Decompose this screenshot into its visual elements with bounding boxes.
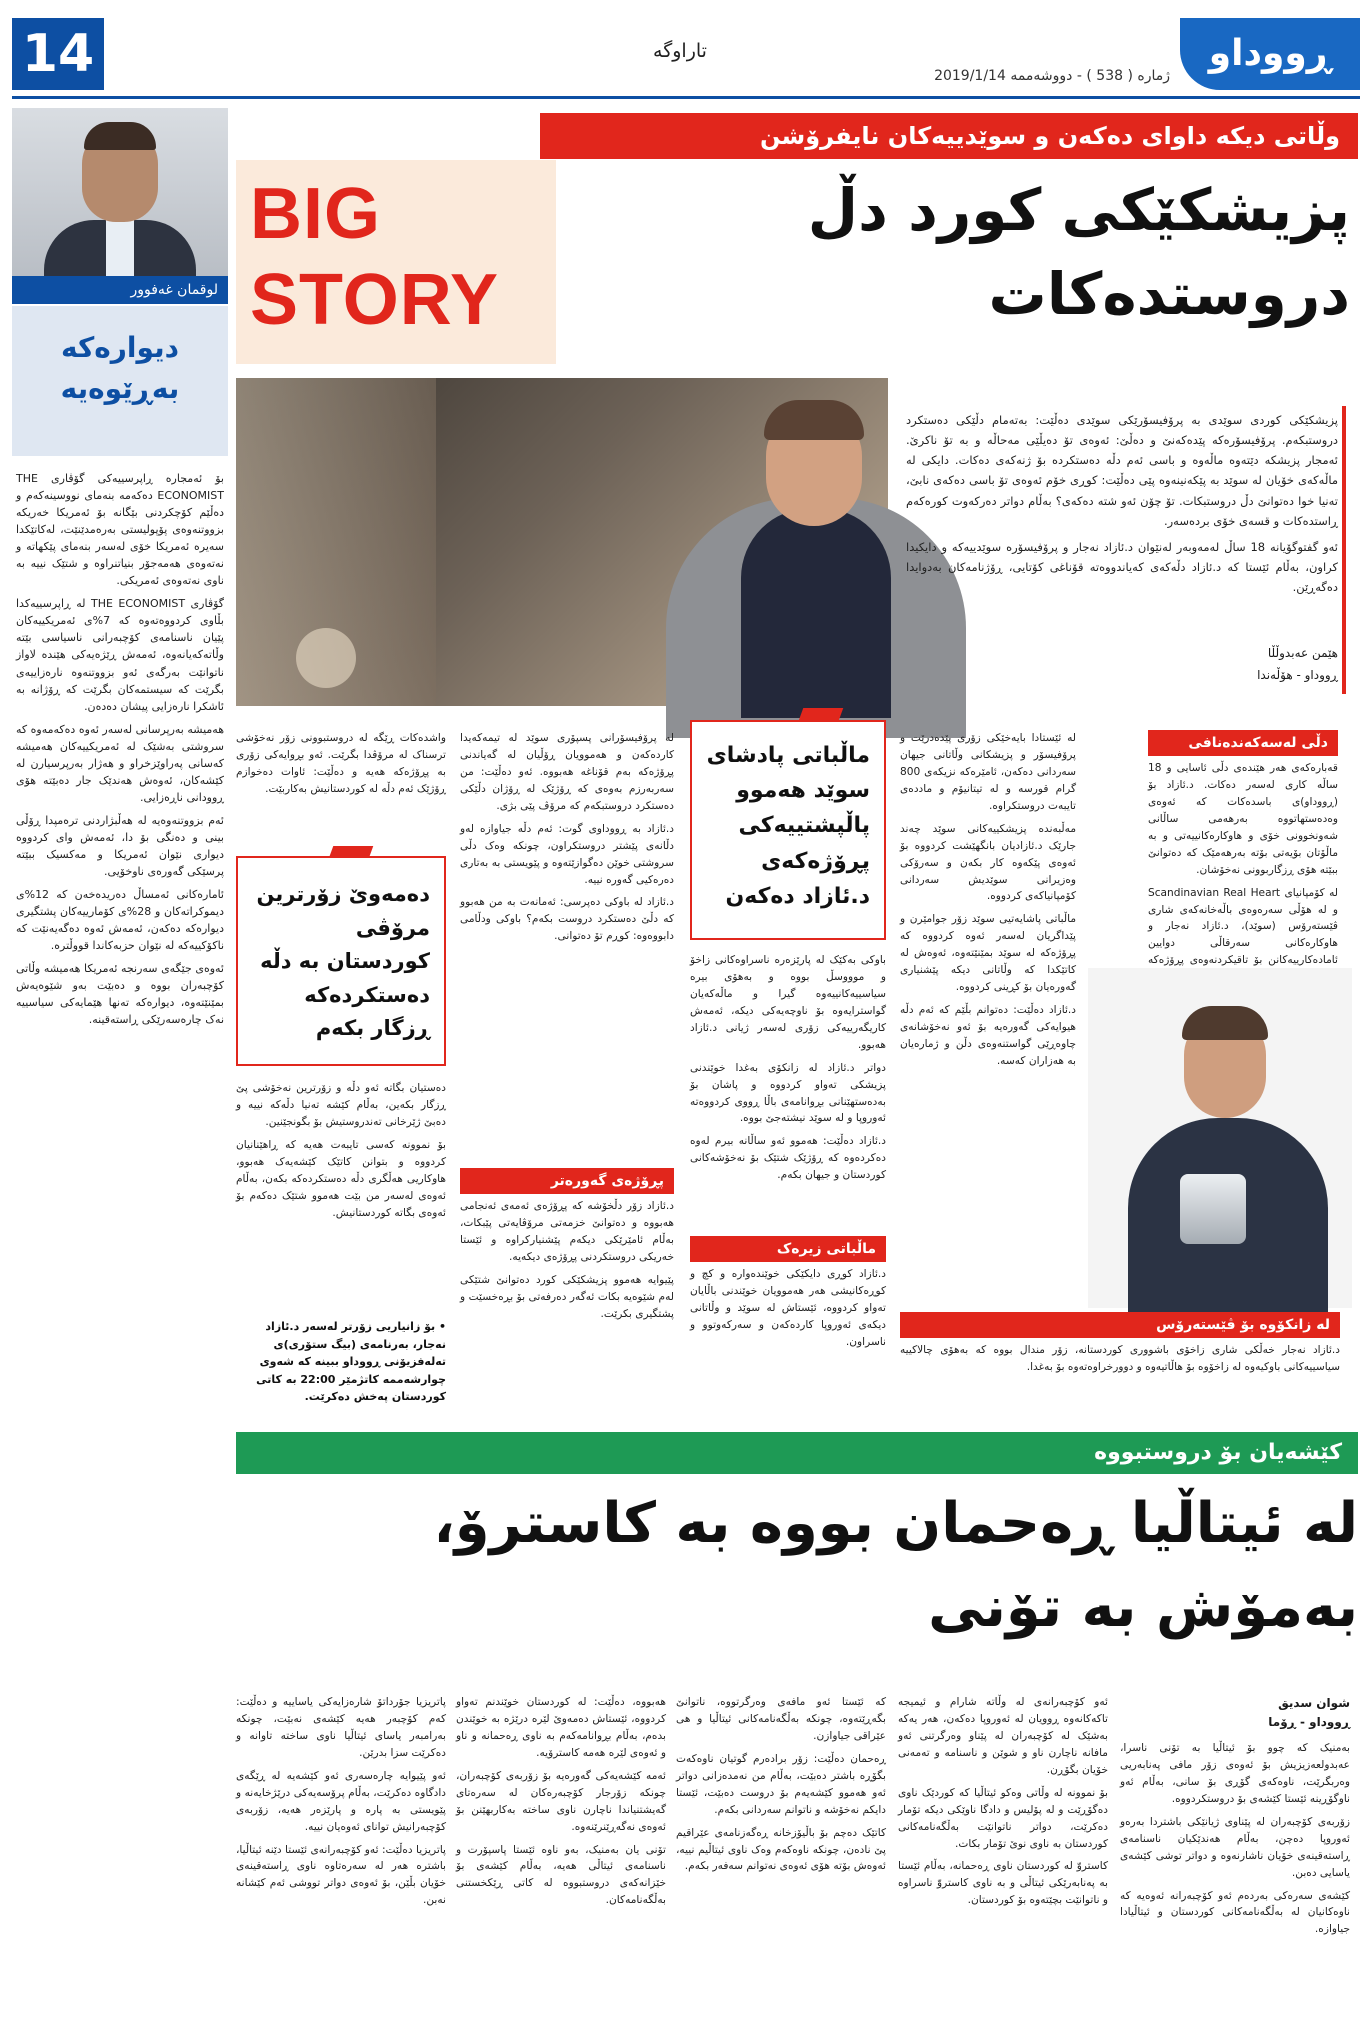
tv-program-note: • بۆ زانیاریی زۆرتر لەسەر د.ئازاد نەجار، بەرنامەی (بیگ ستۆری)ی تەلەفزیۆنی ڕووداو ببینە کە شەوی چوارشەممە کاتژمێر 22:00 بە کاتی کوردستان پەخش دەکرێت. [256,1320,446,1404]
body-paragraph: مەڵبەندە پزیشکییەکانی سوێد چەند جارێک د.ئازادیان بانگهێشت کردووە بۆ ئەوەی پێکەوە کار بکەن و سەرۆکی وەزیرانی سوێدیش سەردانی کۆمپانیاکەی کردووە. [900,822,1076,903]
body-paragraph: د.ئازاد لە باوکی دەپرسی: ئەمانەت بە من هەبوو کە دڵێ دەستکرد دروست بکەم؟ باوکی ودڵامی دابووەوە: کوڕم تۆ دەتوانی. [460,896,674,943]
body-paragraph: بەمنیک کە چوو بۆ ئیتاڵیا بە تۆنی ناسرا، عەبدولعەزیزیش بۆ ئەوەی زۆر مافی پەنابەریی وەربگرێت، ناوەکەی گۆڕی بۆ سانی، بەڵام ئەو ناوگۆڕینە ئێستا کێشەی بۆ دروستکردووە. [1120,1742,1350,1805]
story1-main-photo [236,378,888,706]
column-paragraph: ئەم بزووتنەوەیە لە هەڵبژاردنی ترەمپدا ڕۆڵی بینی و دەنگی بۆ دا، ئەمەش وای کردووە دیواری نێوان ئەمریکا و مەکسیک ببێتە پرسێکی گەورەی ناوخۆیی. [16,813,224,879]
body-paragraph: واشدەکات ڕێگە لە دروستبوونی زۆر نەخۆشی ترسناک لە مرۆڤدا بگرێت. ئەو بڕوایەکی زۆری بە پڕۆژەکە هەیە و دەڵێت: ئاوات دەخوازم ڕۆژێک ئەم دڵە لە کوردستانیش بەکاربێت. [236,732,446,795]
story2-byline [1180,1694,1350,1732]
story2-column [1120,1740,1350,2030]
issue-info: ژمارە ( 538 ) - دووشەممە 2019/1/14 [934,68,1170,84]
story2-column [676,1694,886,2030]
body-paragraph: کە ئێستا ئەو مافەی وەرگرتووە، ناتوانێ بگەڕێتەوە، چونکە بەڵگەنامەکانی ئیتاڵیا و هی عێراقی جیاوازن. [676,1696,886,1742]
body-paragraph: زۆربەی کۆچبەران لە پێناوی ژیانێکی باشتردا بەرەو ئەوروپا دەچن، بەڵام هەندێکیان ناسنامەی ڕاستەقینەی خۆیان ناشارنەوە و دواتر توشی کێشەی یاسایی دەبن. [1120,1815,1350,1879]
body-paragraph: کاستروّ لە کوردستان ناوی ڕەحمانە، بەڵام ئێستا بە پەنابەرێکی ئیتاڵی و بە ناوی کاستروّ ناسراوە و ناتوانێت بچێتەوە بۆ کوردستان. [898,1860,1108,1907]
story1-column [236,1080,446,1310]
body-paragraph: تۆنی یان بەمنیک، بەو ناوە ئێستا پاسپۆرت و ناسنامەی ئیتاڵی هەیە، بەڵام کێشەی بۆ خێزانەکەی دروستبووە لە کاتی ڕێکخستنی بەڵگەنامەکان. [456,1843,666,1907]
lead-paragraph: پزیشکێکی کوردی سوێدی بە پرۆفیسۆرێکی سوێدی دەڵێت: بەتەمام دڵێکی دەستکرد دروستبکەم. پرۆفیسۆرەکە پێدەکەنێ و دەڵێ: ئەوەی تۆ دەیڵێی مەحاڵە و بە تۆ ناکرێ. ئەمجار پزیشکە دێتەوە ماڵەوە و باسی ئەم دڵە دەستکردە بۆ ژنەکەی دەکات. دایکی لە ماڵەکەی خۆیان لە سوێد بە پێکەنینەوە پێی دەڵێت: کوڕی خۆم ئەوەی تۆ باسی دەکەی نابێ، تەنیا خوا دەتوانێ دڵ دروستبکات. تۆ چۆن ئەو شتە دەکەی؟ بەڵام دواتر دەرکەوت کورەکەم ڕاستدەکات و قسەی خۆی بردەسەر. [906,413,1338,528]
body-paragraph: د.ئازاد دەڵێت: هەموو ئەو ساڵانە بیرم لەوە دەکردەوە کە ڕۆژێک شتێک بۆ نەخۆشەکانی کوردستان و جیهان بکەم. [690,1135,886,1182]
subhead-family: ماڵباتی زیرەک [690,1236,886,1262]
section-title: تاراوگە [653,40,707,62]
story1-byline-place: ڕووداو - هۆڵەندا [1257,668,1338,682]
subhead-project: پڕۆژەی گەورەتر [460,1168,674,1194]
story1-column [690,1266,886,1422]
story1-column [900,1342,1340,1422]
header-rule [12,96,1360,99]
column-paragraph: ئامارەکانی ئەمساڵ دەریدەخەن کە 12%ی دیموکراتەکان و 28%ی کۆمارییەکان پشتگیری دیوارەکە دەکەن، ئەمەش ئەوە دەگەیەنێت کە ناکۆکییەکە لە نێوان حزبەکاندا قووڵترە. [16,888,224,953]
rudaw-logo: ڕووداو [1180,18,1360,90]
body-paragraph: لە کۆمپانیای Scandinavian Real Heart و لە هۆڵی سەرەوەی باڵەخانەکەی شاری ڤێستەرۆس (سوێد)، د.ئازاد نەجار و هاوکارەکانی سەرقاڵی دوایین ئامادەکارییەکانن بۆ تاقیکردنەوەی پڕۆژەکە [1148,886,1338,967]
story2-headline: لە ئیتاڵیا ڕەحمان بووە بە کاسترۆ، بەمۆش بە تۆنی [433,1491,1358,1640]
subhead-vasteras: لە زانکۆوە بۆ ڤێستەرۆس [900,1312,1340,1338]
story1-portrait-photo [1088,968,1352,1308]
body-paragraph: ئەو کۆچبەرانەی لە وڵاتە شارام و ئیمیجە تاکەکانەوە ڕوویان لە ئەوروپا دەکەن، هەر یەکە بەشێک لە کۆچبەران لە پێناو وەرگرتنی ئەو مافانە ناچارن ناو و شوێن و ناسنامە و تەمەنی خۆیان بگۆڕن. [898,1696,1108,1776]
body-paragraph: قەبارەکەی هەر هێندەی دڵی ئاسایی و 18 ساڵە کاری لەسەر دەکات. د.ئازاد بۆ (ڕووداو)ی باسدەکات کە ئەوەی وەدەستهاتووە بەرهەمی ساڵانی شەونخوونی خۆی و هاوکارەکانییەتی و بە ماڵۆتان بۆیەتی بۆتە بەرهەمێک کە دەتوانێ ببێتە هۆی ڕزگاربوونی نەخۆشان. [1148,762,1338,876]
body-paragraph: ئەو پێیوایە چارەسەری ئەو کێشەیە لە ڕێگەی دادگاوە دەکرێت، بەڵام پرۆسەیەکی درێژخایەنە و پێویستی بە پارە و پارێزەر هەیە، زۆربەی کۆچبەرانیش توانای ئەوەیان نییە. [236,1769,446,1833]
body-paragraph: هەبووە، دەڵێت: لە کوردستان خوێندنم تەواو کردووە، ئێستاش دەمەوێ لێرە درێژە بە خوێندن بدەم، بەڵام بڕوانامەکەم بە ناوی ڕەحمانە و ناو و ئەوەی لێرە هەمە کاسترۆیە. [456,1696,666,1759]
lead-paragraph: ئەو گفتوگۆیانە 18 ساڵ لەمەوبەر لەنێوان د.ئازاد نەجار و پرۆفیسۆرە سوێدییەکە و دایکیدا کراون، بەڵام ئێستا کە د.ئازاد دڵەکەی کەیاندووەتە قۆناغی کۆتایی، ڕۆژنامەکان بەدوایدا دەگەڕێن. [906,539,1338,594]
story1-column [460,1198,674,1422]
story1-column [460,730,674,1160]
story1-lead [906,410,1338,630]
column-paragraph: هەمیشە بەرپرسانی لەسەر ئەوە دەکەمەوە کە سروشتی بەشێک لە ئەمریکییەکان هەمیشە کەسانی پەراوێزخراو و هەژار بەرپرسیارن لە کێشەکان، ئەوەش هەندێک جار دەبێتە هۆی ڕوودانی ناڕەزایی. [16,722,224,804]
column-paragraph: ئەوەی جێگەی سەرنجە ئەمریکا هەمیشە وڵاتی کۆچبەران بووە و دەبێت بەو شێوەیەش بمێنێتەوە، دیوارەکە تەنها هێمایەکی سیاسییە نەک چارەسەرێکی ڕاستەقینە. [16,962,224,1027]
big-story-badge [236,160,556,364]
pull-quote-save: دەمەوێ زۆرترین مرۆڤی کوردستان بە دڵە دەستکردەکە ڕزگار بکەم [236,856,446,1066]
body-paragraph: د.ئازاد دەڵێت: دەتوانم بڵێم کە ئەم دڵە هیوایەکی گەورەیە بۆ ئەو نەخۆشانەی چاوەڕێی گواستنەوەی دڵن و ژمارەیان بە هەزاران کەسە. [900,1004,1076,1067]
story2-column [898,1694,1108,2030]
body-paragraph: دواتر د.ئازاد لە زانکۆی بەغدا خوێندنی پزیشکی تەواو کردووە و پاشان بۆ بەدەستهێنانی بڕوانامەی باڵا ڕووی کردووەتە ئەوروپا و لە سوێد نیشتەجێ بووە. [690,1061,886,1125]
story1-byline-name: هێمن عەبدوڵڵا [1267,646,1338,660]
story1-column [900,730,1076,1306]
body-paragraph: پێیوایە هەموو پزیشکێکی کورد دەتوانێ شتێکی لەم شێوەیە بکات ئەگەر دەرفەتی بۆ بڕەخسێت و پشتگیری بکرێت. [460,1273,674,1320]
column-paragraph: بۆ ئەمجارە ڕاپرسییەکی گۆڤاری THE ECONOMIST دەکەمە بنەمای نووسینەکەم و دەڵێم کۆچکردنی بێگانە بۆ ئەمریکا خەریکە بزووتنەوەی پۆپولیستی بەرەمدێنێت، لەکاتێکدا سەیرە ئەمریکا خۆی لەسەر بنەمای پێکهاتە و نەتەوەی هەمەجۆر بنیاتنراوە و شتێک نییە بە ناوی نەتەوەی ئەمریکی. [16,472,224,588]
story2-kicker: کێشەیان بۆ دروستبووە [236,1432,1358,1474]
story1-column [690,952,886,1228]
story1-column [1148,760,1338,967]
body-paragraph: پاتریزیا جۆرداتۆ شارەزایەکی یاساییە و دەڵێت: کەم کۆچبەر هەیە کێشەی نەبێت، چونکە بەرامبەر یاسای ئیتاڵیا ناوی ساختە تاوانە و دەکرێت سزا بدرێن. [236,1696,446,1759]
body-paragraph: د.ئازاد نەجار خەڵکی شاری زاخۆی باشووری کوردستانە، زۆر مندال بووە کە بەهۆی چالاکییە سیاسییەکانی باوکیەوە لە زاخۆوە بۆ هاڵاتیەوە و دوورخراوەتەوە بۆ بەغدا. [900,1344,1340,1373]
subhead-heart: دڵی لەسەکەندەنافی [1148,730,1338,756]
story2-column [456,1694,666,2030]
big-story-line1: BIG [250,174,382,254]
lead-accent-rule [1342,406,1346,694]
body-paragraph: لە پرۆفیسۆرانی پسپۆری سوێد لە تیمەکەیدا کاردەکەن و هەموویان ڕۆڵیان لە گەیاندنی پڕۆژەکە بەم قۆناغە هەبووە. ئەو دەڵێت: من سەربەرزم بەوەی کە ڕۆژێک لە ڕۆژان دڵێکی دەستکرد دروستبکەم کە مرۆڤ پێی بژی. [460,732,674,812]
body-paragraph: ئەمە کێشەیەکی گەورەیە بۆ زۆربەی کۆچبەران، چونکە زۆرجار کۆچبەرەکان لە سەرەتای گەیشتنیاندا ناچارن ناوی ساختە بەکاربهێنن بۆ ئەوەی نەگەڕێنرێنەوە. [456,1769,666,1833]
body-paragraph: لە ئێستادا بایەخێکی زۆری پێدەدرێت و پرۆفیسۆر و پزیشکانی وڵاتانی جیهان سەردانی دەکەن، ئامێرەکە نزیکەی 800 گرام قورسە و لە تیتانیۆم و ماددەی تایبەت دروستکراوە. [900,732,1076,812]
body-paragraph: بۆ نموونە لە وڵاتی وەکو ئیتاڵیا کە کوردێک ناوی دەگۆڕێت و لە پۆلیس و دادگا ناوێکی دیکە تۆمار دەکرێت، دواتر ناتوانێت بەڵگەنامەکانی کوردستان بە ناوی نوێ تۆمار بکات. [898,1786,1108,1850]
story1-kicker: وڵاتی دیکە داوای دەکەن و سوێدییەکان نایفرۆشن [540,113,1358,159]
body-paragraph: کاتێک دەچم بۆ باڵیۆزخانە ڕەگەزنامەی عێراقیم پێ نادەن، چونکە ناوەکەم وەک ناوی ئیتاڵیم نییە، ئەوەش بۆتە هۆی ئەوەی نەتوانم سەفەر بکەم. [676,1826,886,1873]
story2-column [236,1694,446,2030]
body-paragraph: باوکی بەکێک لە پارێزەرە ناسراوەکانی زاخۆ و موووسڵ بووە و بەهۆی بیرە سیاسییەکانییەوە گیرا و ماڵەکەیان گواسترایەوە بۆ ناوچەیەکی دیکە، ئەمەش کاریگەرییەکی زۆری لەسەر ژیانی د.ئازاد هەبوو. [690,954,886,1051]
body-paragraph: کێشەی سەرەکی بەردەم ئەو کۆچبەرانە ئەوەیە کە ناوەکانیان لە بەڵگەنامەکانی کوردستان و ئیتاڵیادا جیاوازە. [1120,1889,1350,1936]
body-paragraph: بۆ نموونە کەسی تایبەت هەیە کە ڕاهێنانیان کردووە و بتوانن کاتێک کێشەیەک هەبوو، هاوکاریی هەڵگری دڵە دەستکردەکە بکەن، بەڵام ئەوەی لەسەر من بێت هەموو شتێک دەکەم بۆ ئەوەی بگاتە کوردستانیش. [236,1138,446,1219]
columnist-name: لوقمان غەفوور [12,276,228,304]
body-paragraph: پاتریزیا دەڵێت: ئەو کۆچبەرانەی ئێستا دێنە ئیتاڵیا، باشترە هەر لە سەرەتاوە ناوی ڕاستەقینەی خۆیان بڵێن، بۆ ئەوەی دواتر تووشی ئەم کێشانە نەبن. [236,1843,446,1907]
story1-headline: پزیشکێکی کورد دڵ دروستدەکات [807,176,1350,329]
page-number: 14 [12,18,104,90]
body-paragraph: دەستیان بگاتە ئەو دڵە و زۆرترین نەخۆشی پێ ڕزگار بکەین، بەڵام کێشە تەنیا دڵەکە نییە و دەبێ ژێرخانی تەندروستیش بۆ بگونجێنین. [236,1082,446,1128]
column-body [16,470,224,2000]
story1-column [236,730,446,846]
body-paragraph: د.ئازاد زۆر دڵخۆشە کە پڕۆژەی ئەمەی ئەنجامی هەبووە و دەتوانێ خزمەتی مرۆڤایەتی پێبکات، بەڵام ئامێرێکی دیکەم پێشنیارکراوە و ئێستا خەریکی دروستکردنی پڕۆژەی دیکەیە. [460,1200,674,1263]
story2-author-name: شوان سدیق [1278,1696,1350,1710]
pull-quote-royal: ماڵباتی پادشای سوێد هەموو پاڵپشتییەکی پڕۆژەکەی د.ئازاد دەکەن [690,720,886,940]
column-paragraph: گۆڤاری THE ECONOMIST لە ڕاپرسییەکدا بڵاوی کردووەتەوە کە 7%ی ئەمریکییەکان پێیان ناسنامەی کۆچبەرانی ناسیاسی بێتە وڵاتەکەیانەوە، ئەمەش ڕێژەیەکی هێندە لاواز ناتوانێت بەرگەی ئەو بزووتنەوە نارەزاییەی بگرێت کە سیستمەکان بگرێت کە ڕۆژانە بە ئاشکرا نارەزایی پیشان دەدەن. [16,597,224,713]
column-title: دیوارەکە بەڕێوەیە [12,306,228,456]
body-paragraph: ڕەحمان دەڵێت: زۆر برادەرم گوتیان ناوەکەت بگۆڕە باشتر دەبێت، بەڵام من نەمدەزانی دواتر ئەو هەموو کێشەیەم بۆ دروست دەبێت، ئێستا دایکم نەخۆشە و ناتوانم سەردانی بکەم. [676,1752,886,1816]
body-paragraph: د.ئازاد کوڕی دایکێکی خوێندەوارە و کچ و کوڕەکانیشی هەر هەموویان خوێندنی باڵایان تەواو کردووە، ئێستاش لە سوێد و وڵاتانی دیکەی ئەوروپا کاردەکەن و سەرکەوتوو و ناسراون. [690,1268,886,1348]
big-story-line2: STORY [250,260,500,340]
columnist-photo [12,108,228,276]
body-paragraph: ماڵباتی پاشایەتیی سوێد زۆر جوامێرن و پێداگریان لەسەر ئەوە کردووە کە پڕۆژەکە لە سوێد بمێنێتەوە، ئەوەش لە کاتێکدا کە وڵاتانی دیکە پێشنیاری گەورەیان بۆ کڕینی کردووە. [900,913,1076,994]
story2-author-place: ڕووداو - ڕۆما [1268,1715,1350,1730]
body-paragraph: د.ئازاد بە ڕووداوی گوت: ئەم دڵە جیاوازە لەو دڵانەی پێشتر دروستکراون، چونکە وەک دڵی سروشتی خوێن دەگوازێتەوە و پێویستی بە بەتاری دەرەکیی گەورە نییە. [460,822,674,886]
